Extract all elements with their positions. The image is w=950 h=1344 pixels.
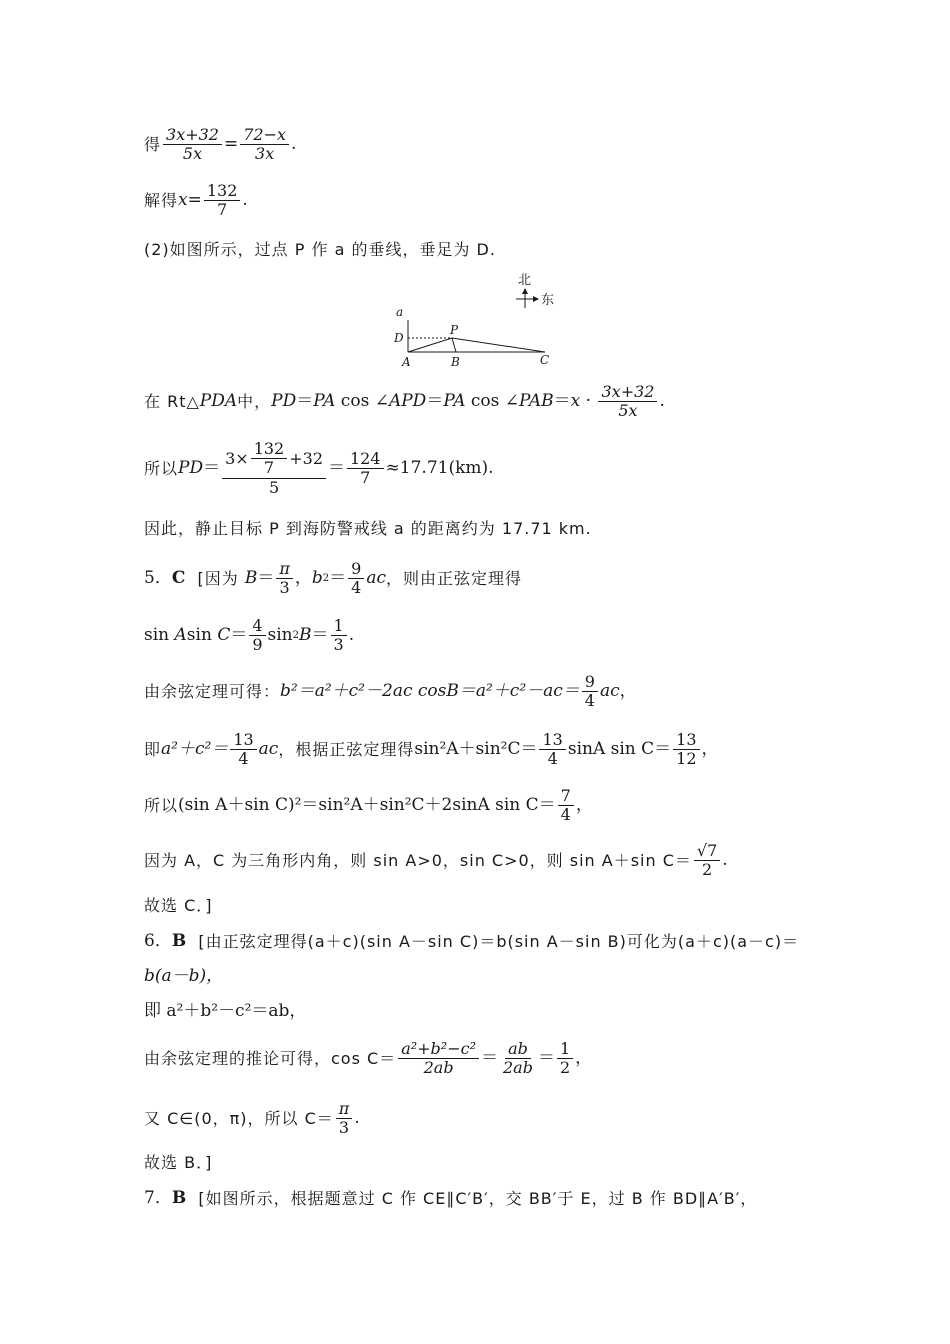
answer-line-6: 6． B [由正弦定理得(a＋c)(sin A－sin C)＝b(sin A－sin B)可化为(a＋c)(a－c)＝ xyxy=(144,931,800,951)
answer-line-5: 5． C [因为 B ＝ $\frac{\pi}{3}$ ， b 2 ＝ $\frac{9}{4}$ ac ，则由正弦定理得 xyxy=(144,559,523,598)
segment-AP xyxy=(408,338,452,352)
text-line-16: 即 a²＋b²－c²＝ab， xyxy=(144,1001,307,1021)
fraction: $\frac{9}{4}$ xyxy=(348,560,364,598)
fraction: $\frac{\pi}{3}$ xyxy=(336,1100,353,1138)
fraction: $\frac{13}{4}$ xyxy=(539,731,565,769)
fraction: $\frac{132}{7}$ xyxy=(251,440,288,478)
equation-line-1: 得 $\frac{3x+32}{5x}$ = $\frac{72-x}{3x}$ . xyxy=(144,125,297,164)
fraction: $\frac{13}{12}$ xyxy=(673,731,699,769)
fraction: $\frac{ab}{2ab}$ xyxy=(502,1039,533,1078)
equation-line-9: 由余弦定理可得： b²＝a²＋c²－2ac cosB＝a²＋c²－ac＝ $\frac{9}{4}$ ac ， xyxy=(144,672,637,711)
direction-diagram xyxy=(390,268,570,373)
equation-line-17: 由余弦定理的推论可得，cos C＝ $\frac{\text{a²+b²−c²}}{2ab}$ ＝ $\frac{ab}{2ab}$ ＝ $\frac{1}{2}$ ， xyxy=(144,1039,593,1078)
fraction: $\frac{\text{a²+b²−c²}}{2ab}$ xyxy=(398,1040,479,1078)
fraction: $\frac{3x+32}{5x}$ xyxy=(163,126,222,164)
label-C: C xyxy=(540,353,550,367)
north-arrowhead xyxy=(522,288,528,294)
text-line-6: 因此，静止目标 P 到海防警戒线 a 的距离约为 17.71 km. xyxy=(144,519,592,538)
label-P: P xyxy=(450,323,459,337)
fraction: $\frac{3x+32}{5x}$ xyxy=(598,383,657,421)
fraction: $\frac{132}{7}$ xyxy=(204,182,241,220)
equation-line-10: 即 a²＋c²＝ $\frac{13}{4}$ ac ，根据正弦定理得 sin²A＋sin²C＝ $\frac{13}{4}$ sinA sin C＝ $\frac{13}{12}$ ， xyxy=(144,730,719,769)
north-label: 北 xyxy=(518,273,532,288)
label-a: a xyxy=(396,305,404,319)
fraction: $\frac{72-x}{3x}$ xyxy=(240,126,289,164)
equation-line-5: 所以 PD ＝ 3× $\frac{132}{7}$ +32 5 ＝ $\frac{124}{7}$ ≈17.71(km). xyxy=(144,439,494,497)
fraction: $\frac{9}{4}$ xyxy=(582,673,598,711)
equation-line-11: 所以 (sin A＋sin C)²＝sin²A＋sin²C＋2sinA sin C＝ $\frac{7}{4}$ ， xyxy=(144,786,593,825)
equation-line-2: 解得 x = $\frac{132}{7}$ . xyxy=(144,181,248,220)
answer-line-7: 7． B [如图所示，根据题意过 C 作 CE∥C′B′，交 BB′于 E，过 B 作 BD∥A′B′， xyxy=(144,1188,758,1208)
segment-PC xyxy=(452,338,545,352)
east-arrowhead xyxy=(533,296,539,302)
fraction: $\frac{7}{4}$ xyxy=(558,787,574,825)
equation-line-4: 在 Rt△ PDA 中， PD ＝ PA cos ∠ APD ＝ PA cos ∠ PAB ＝ x · $\frac{3x+32}{5x}$ . xyxy=(144,382,665,421)
fraction: $\frac{4}{9}$ xyxy=(249,617,265,655)
fraction: $\frac{1}{3}$ xyxy=(331,617,347,655)
text-line-13: 故选 C．] xyxy=(144,896,213,915)
label-D: D xyxy=(394,331,404,345)
label-A: A xyxy=(402,355,411,369)
equation-line-18: 又 C∈(0，π)，所以 C＝ $\frac{\pi}{3}$ . xyxy=(144,1099,360,1138)
label-B: B xyxy=(451,355,460,369)
text-line-19: 故选 B．] xyxy=(144,1153,213,1172)
compound-fraction: 3× $\frac{132}{7}$ +32 5 xyxy=(222,440,326,497)
text-line-15: b(a－b)， xyxy=(144,966,224,986)
east-label: 东 xyxy=(541,293,555,308)
fraction: $\frac{13}{4}$ xyxy=(230,731,256,769)
equation-line-12: 因为 A，C 为三角形内角，则 sin A>0，sin C>0，则 sin A＋sin C＝ $\frac{√7}{2}$ . xyxy=(144,841,728,880)
fraction: $\frac{\pi}{3}$ xyxy=(276,560,293,598)
fraction: $\frac{1}{2}$ xyxy=(557,1040,573,1078)
segment-PB xyxy=(452,338,456,352)
equation-line-8: sin A sin C ＝ $\frac{4}{9}$ sin 2 B ＝ $\frac{1}{3}$ . xyxy=(144,616,355,655)
fraction: $\frac{√7}{2}$ xyxy=(694,842,720,880)
text-line-3: (2)如图所示，过点 P 作 a 的垂线，垂足为 D. xyxy=(144,240,496,259)
fraction: $\frac{124}{7}$ xyxy=(347,450,384,488)
